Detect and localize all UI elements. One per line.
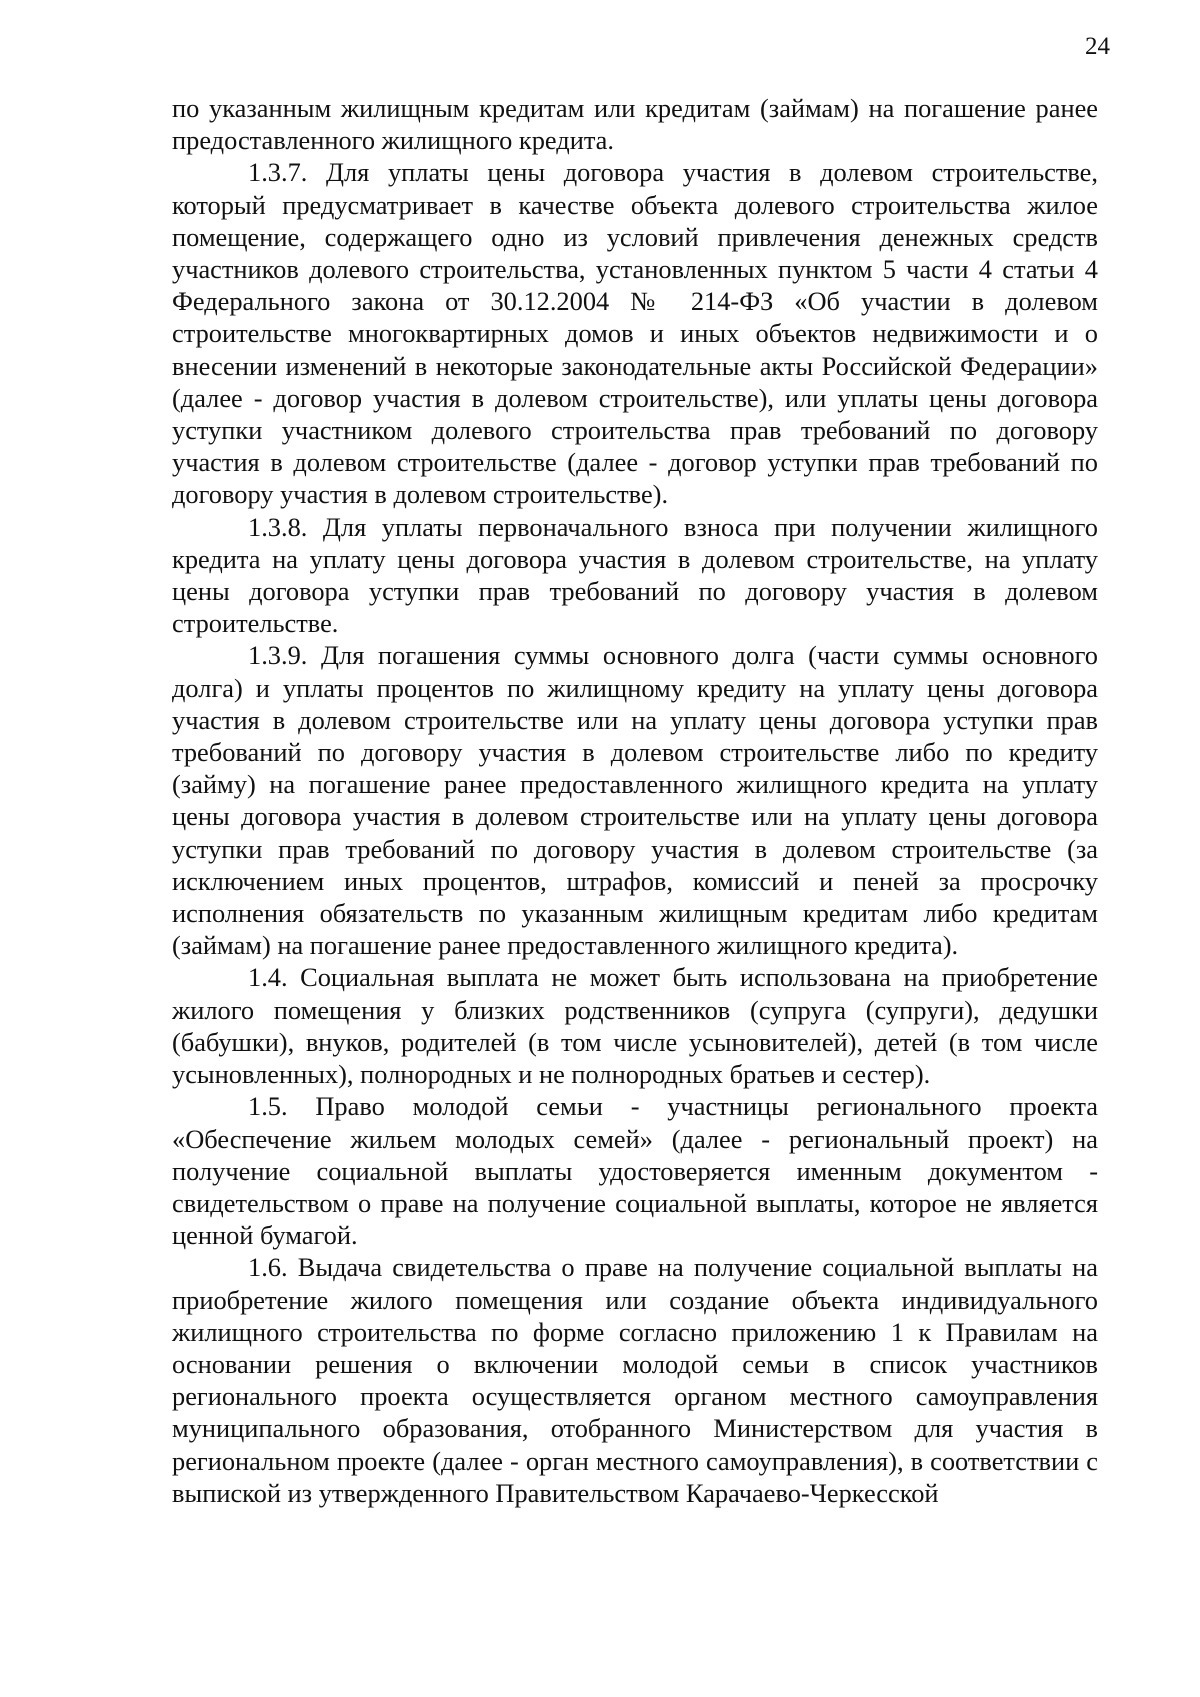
document-body [172, 92, 1098, 1509]
paragraph-1-3-8: 1.3.8. Для уплаты первоначального взноса при получении жилищного кредита на уплату цены договора участия в долевом строительстве, на уплату цены договора уступки прав требований по договору участия в долевом строительстве. [172, 511, 1098, 639]
paragraph-1-3-7: 1.3.7. Для уплаты цены договора участия в долевом строительстве, который предусматривает в качестве объекта долевого строительства жилое помещение, содержащего одно из условий привлечения денежных средств участников долевого строительства, установленных пунктом 5 части 4 статьи 4 Федерального закона от 30.12.2004 № 214-ФЗ «Об участии в долевом строительстве многоквартирных домов и иных объектов недвижимости и о внесении изменений в некоторые законодательные акты Российской Федерации» (далее - договор участия в долевом строительстве), или уплаты цены договора уступки участником долевого строительства прав требований по договору участия в долевом строительстве (далее - договор уступки прав требований по договору участия в долевом строительстве). [172, 157, 1098, 510]
paragraph-continuation: по указанным жилищным кредитам или кредитам (займам) на погашение ранее предоставленного жилищного кредита. [172, 93, 1098, 156]
paragraph-1-3-9: 1.3.9. Для погашения суммы основного долга (части суммы основного долга) и уплаты процентов по жилищному кредиту на уплату цены договора участия в долевом строительстве или на уплату цены договора уступки прав требований по договору участия в долевом строительстве либо по кредиту (займу) на погашение ранее предоставленного жилищного кредита на уплату цены договора участия в долевом строительстве или на уплату цены договора уступки прав требований по договору участия в долевом строительстве (за исключением иных процентов, штрафов, комиссий и пеней за просрочку исполнения обязательств по указанным жилищным кредитам либо кредитам (займам) на погашение ранее предоставленного жилищного кредита). [172, 640, 1098, 961]
page-number: 24 [1085, 33, 1110, 60]
paragraph-1-6: 1.6. Выдача свидетельства о праве на получение социальной выплаты на приобретение жилого помещения или создание объекта индивидуального жилищного строительства по форме согласно приложению 1 к Правилам на основании решения о включении молодой семьи в список участников регионального проекта осуществляется органом местного самоуправления муниципального образования, отобранного Министерством для участия в региональном проекте (далее - орган местного самоуправления), в соответствии с выпиской из утвержденного Правительством Карачаево-Черкесской [172, 1252, 1098, 1508]
paragraph-1-4: 1.4. Социальная выплата не может быть использована на приобретение жилого помещения у близких родственников (супруга (супруги), дедушки (бабушки), внуков, родителей (в том числе усыновителей), детей (в том числе усыновленных), полнородных и не полнородных братьев и сестер). [172, 962, 1098, 1090]
paragraph-1-5: 1.5. Право молодой семьи - участницы регионального проекта «Обеспечение жильем молодых семей» (далее - региональный проект) на получение социальной выплаты удостоверяется именным документом - свидетельством о праве на получение социальной выплаты, которое не является ценной бумагой. [172, 1091, 1098, 1251]
